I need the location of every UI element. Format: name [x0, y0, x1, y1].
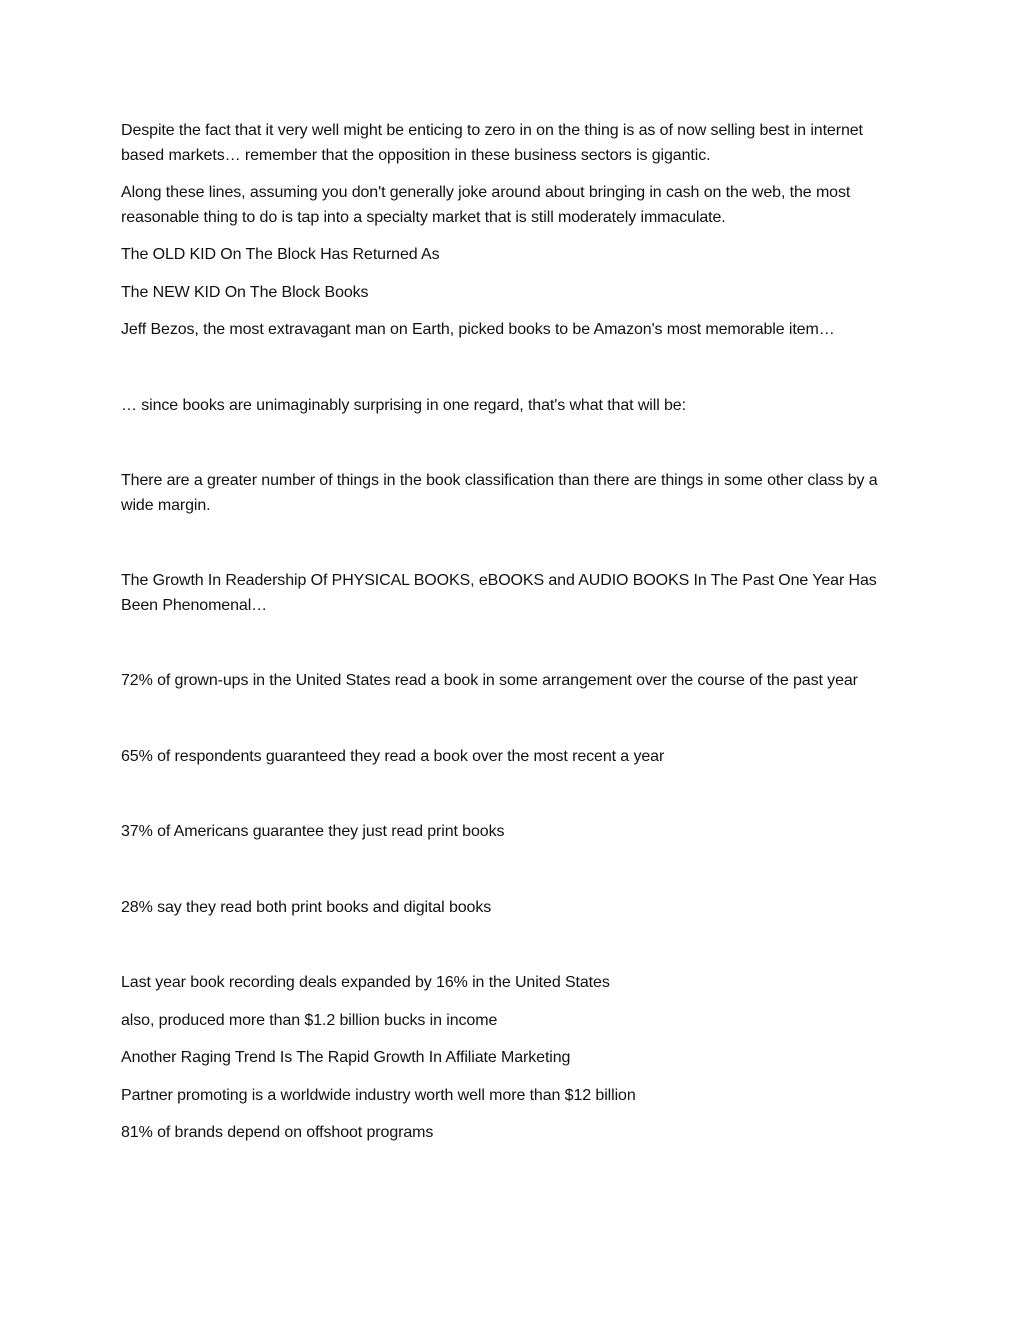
stat-audiobook-deals: Last year book recording deals expanded by 16% in the United States — [121, 974, 610, 991]
paragraph-competition-warning: Despite the fact that it very well might be enticing to zero in on the thing is as of now selling best in internet based markets… remember that the opposition in these business sectors is gigantic. — [121, 122, 863, 164]
stat-72-percent: 72% of grown-ups in the United States read a book in some arrangement over the course of the past year — [121, 672, 858, 689]
paragraph-old-kid-heading: The OLD KID On The Block Has Returned As — [121, 246, 440, 263]
stat-65-percent: 65% of respondents guaranteed they read a book over the most recent a year — [121, 747, 665, 765]
paragraph-affiliate-heading: Another Raging Trend Is The Rapid Growth In Affiliate Marketing — [121, 1049, 571, 1066]
paragraph-books-surprising: … since books are unimaginably surprising in one regard, that's what that will be: — [121, 396, 686, 414]
stat-affiliate-industry: Partner promoting is a worldwide industry worth well more than $12 billion — [121, 1086, 636, 1104]
paragraph-new-kid-heading: The NEW KID On The Block Books — [121, 283, 369, 301]
stat-28-percent: 28% say they read both print books and digital books — [121, 898, 492, 916]
stat-81-percent: 81% of brands depend on offshoot programs — [121, 1124, 434, 1141]
paragraph-readership-growth-heading: The Growth In Readership Of PHYSICAL BOOKS, eBOOKS and AUDIO BOOKS In The Past One Year Has Been Phenomenal… — [121, 572, 877, 614]
stat-37-percent: 37% of Americans guarantee they just read print books — [121, 823, 505, 840]
paragraph-jeff-bezos: Jeff Bezos, the most extravagant man on Earth, picked books to be Amazon's most memorable item… — [121, 321, 835, 338]
stat-income: also, produced more than $1.2 billion bucks in income — [121, 1011, 498, 1029]
paragraph-niche-advice: Along these lines, assuming you don't generally joke around about bringing in cash on the web, the most reasonable thing to do is tap into a specialty market that is still moderately immaculate. — [121, 184, 851, 226]
paragraph-book-classification: There are a greater number of things in the book classification than there are things in some other class by a wide margin. — [121, 472, 878, 514]
document-page — [121, 119, 907, 1146]
